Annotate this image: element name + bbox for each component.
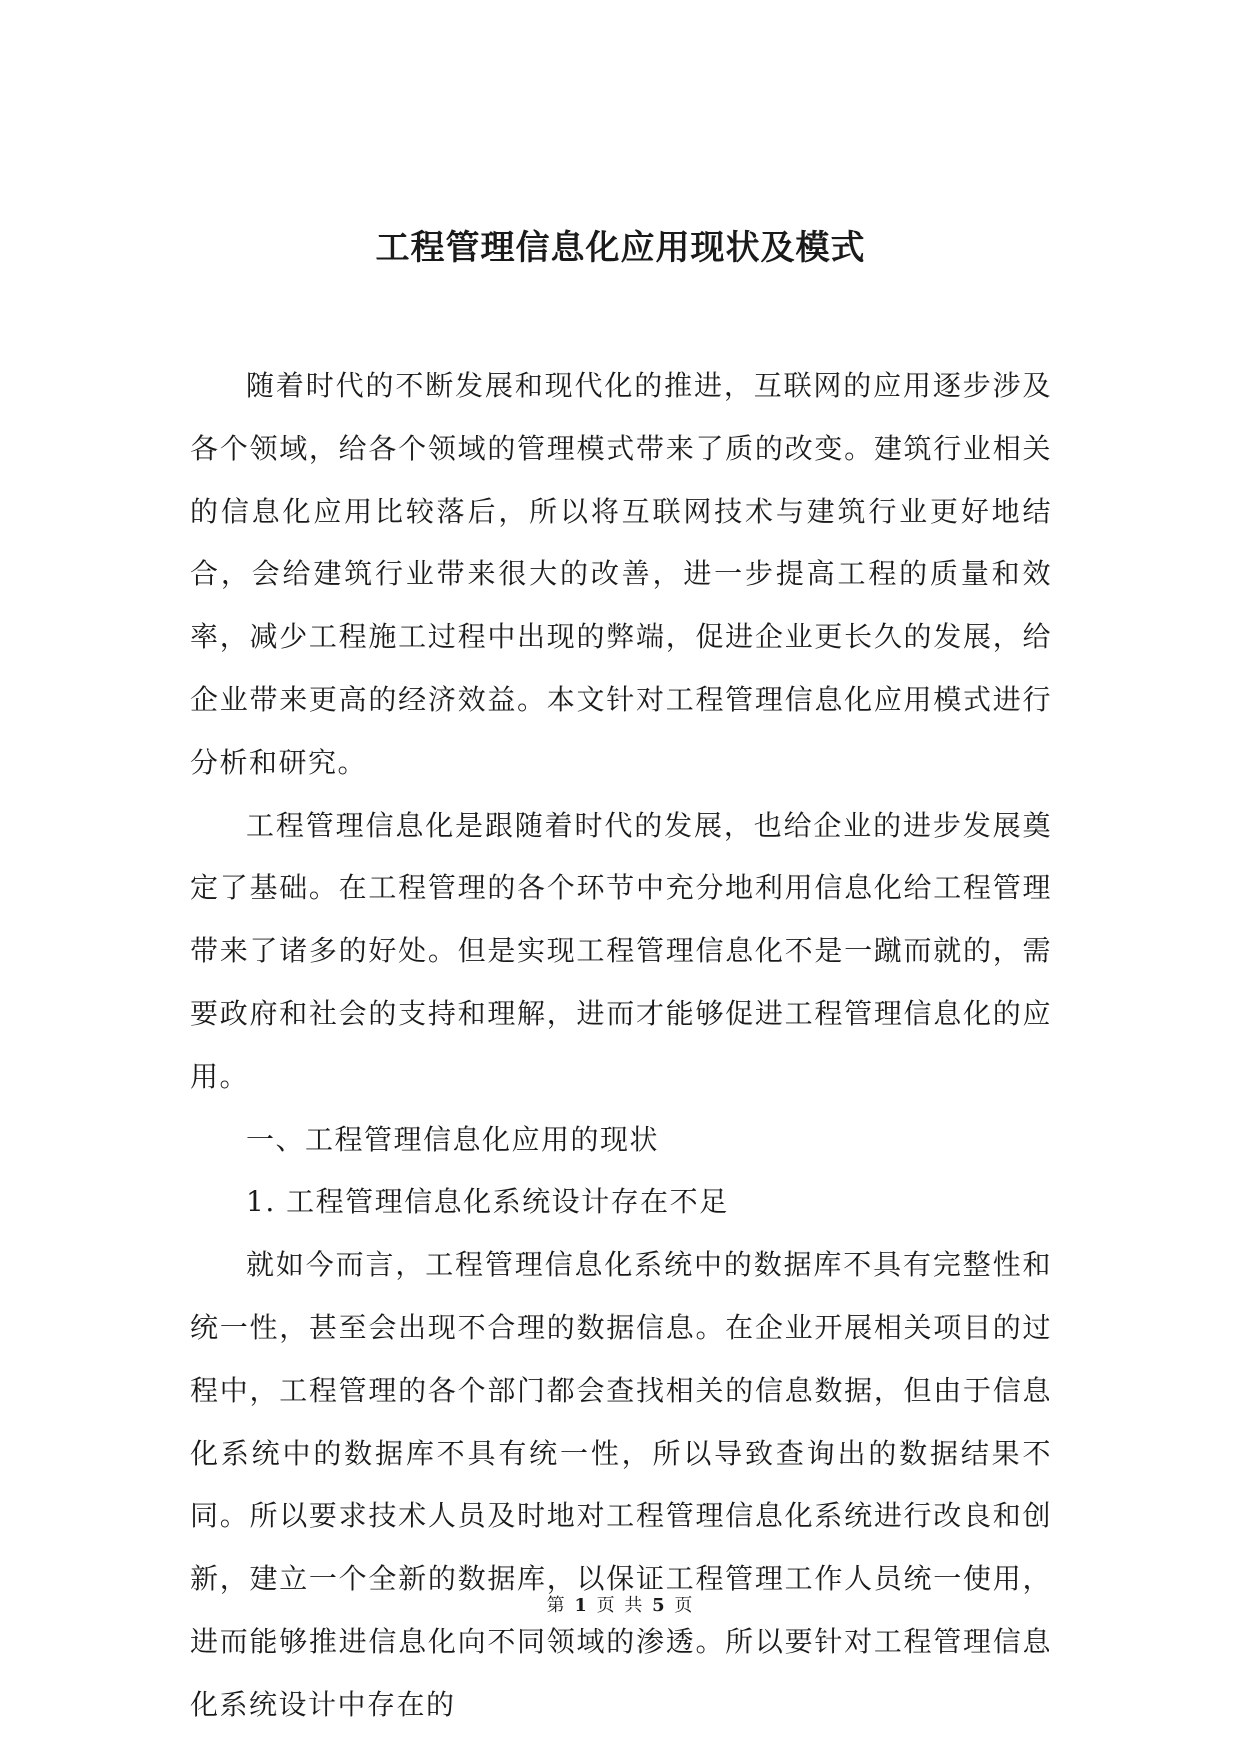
paragraph-overview: 工程管理信息化是跟随着时代的发展，也给企业的进步发展奠定了基础。在工程管理的各个环节中充分地利用信息化给工程管理带来了诸多的好处。但是实现工程管理信息化不是一蹴而就的，需要政府和社会的支持和理解，进而才能够促进工程管理信息化的应用。 <box>190 808 1052 1093</box>
footer-middle: 页 共 <box>588 1595 653 1616</box>
paragraph-intro: 随着时代的不断发展和现代化的推进，互联网的应用逐步涉及各个领域，给各个领域的管理模式带来了质的改变。建筑行业相关的信息化应用比较落后，所以将互联网技术与建筑行业更好地结合，会给建筑行业带来很大的改善，进一步提高工程的质量和效率，减少工程施工过程中出现的弊端，促进企业更长久的发展，给企业带来更高的经济效益。本文针对工程管理信息化应用模式进行分析和研究。 <box>190 369 1052 779</box>
total-page-count: 5 <box>652 1595 667 1616</box>
current-page-number: 1 <box>574 1595 589 1616</box>
document-title: 工程管理信息化应用现状及模式 <box>375 228 866 268</box>
paragraph-body: 就如今而言，工程管理信息化系统中的数据库不具有完整性和统一性，甚至会出现不合理的数据信息。在企业开展相关项目的过程中，工程管理的各个部门都会查找相关的信息数据，但由于信息化系统中的数据库不具有统一性，所以导致查询出的数据结果不同。所以要求技术人员及时地对工程管理信息化系统进行改良和创新，建立一个全新的数据库，以保证工程管理工作人员统一使用，进而能够推进信息化向不同领域的渗透。所以要针对工程管理信息化系统设计中存在的 <box>190 1248 1052 1721</box>
section-heading: 一、工程管理信息化应用的现状 <box>246 1122 660 1156</box>
footer-suffix: 页 <box>666 1595 695 1616</box>
document-body <box>190 355 1052 1737</box>
subsection-heading: 1. 工程管理信息化系统设计存在不足 <box>246 1185 729 1219</box>
footer-prefix: 第 <box>546 1595 575 1616</box>
page-footer <box>0 1594 1241 1618</box>
